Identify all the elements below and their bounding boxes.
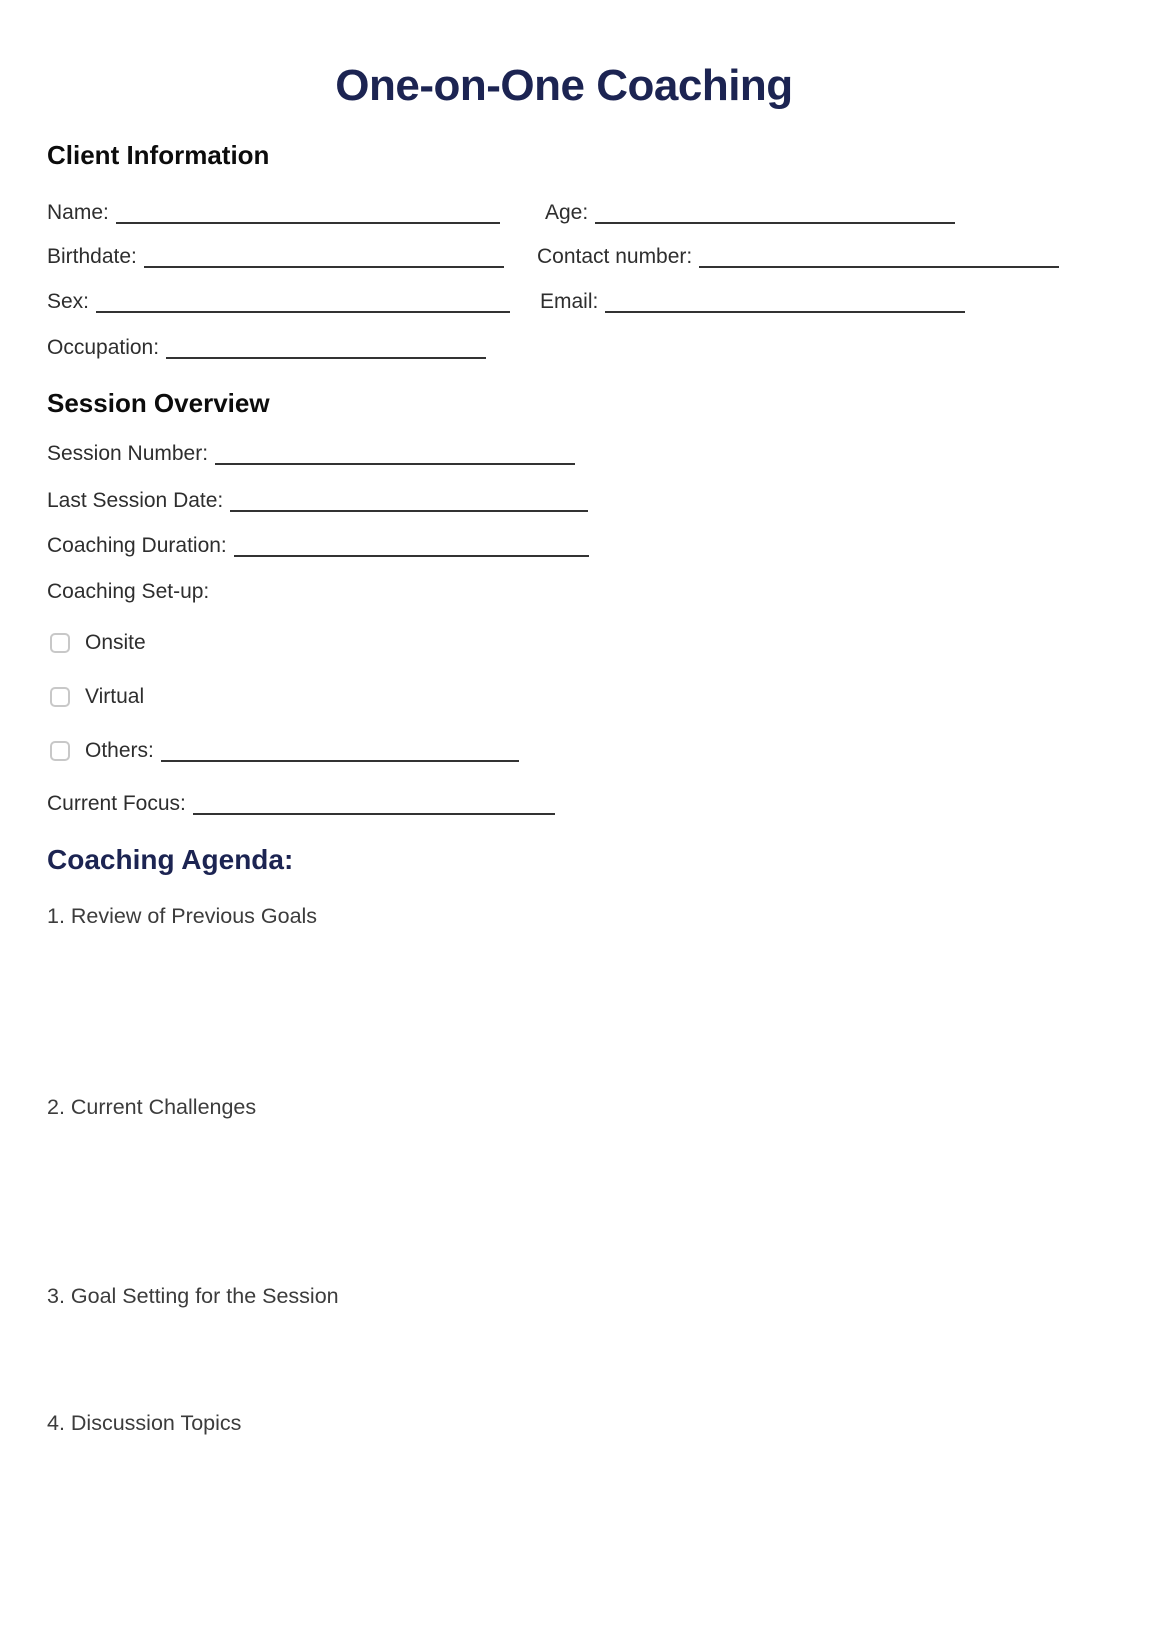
contact-number-label: Contact number: xyxy=(537,245,693,268)
name-label: Name: xyxy=(47,201,109,224)
session-overview-heading: Session Overview xyxy=(47,388,270,418)
onsite-label: Onsite xyxy=(85,631,146,654)
setup-option-others xyxy=(50,738,1136,764)
setup-option-onsite xyxy=(50,630,1136,656)
agenda-item-review-previous-goals: 1. Review of Previous Goals xyxy=(47,904,318,928)
session-number-label: Session Number: xyxy=(47,442,209,465)
client-information-heading: Client Information xyxy=(47,140,270,170)
others-blank-line[interactable] xyxy=(161,746,519,762)
virtual-checkbox[interactable] xyxy=(50,687,70,707)
birthdate-label: Birthdate: xyxy=(47,245,137,268)
coaching-duration-row xyxy=(47,533,1136,559)
last-session-date-label: Last Session Date: xyxy=(47,489,224,512)
agenda-item-goal-setting: 3. Goal Setting for the Session xyxy=(47,1284,339,1308)
contact-number-blank-line[interactable] xyxy=(699,252,1059,268)
coaching-duration-blank-line[interactable] xyxy=(234,541,589,557)
email-blank-line[interactable] xyxy=(605,297,965,313)
coaching-setup-row xyxy=(47,579,1136,605)
document-title: One-on-One Coaching xyxy=(335,61,793,110)
client-name-row xyxy=(47,200,1136,226)
coaching-duration-label: Coaching Duration: xyxy=(47,534,227,557)
setup-option-virtual xyxy=(50,684,1136,710)
age-blank-line[interactable] xyxy=(595,208,955,224)
last-session-date-blank-line[interactable] xyxy=(230,496,588,512)
coaching-setup-label: Coaching Set-up: xyxy=(47,580,210,603)
virtual-label: Virtual xyxy=(85,685,145,708)
agenda-item-current-challenges: 2. Current Challenges xyxy=(47,1095,257,1119)
others-label: Others: xyxy=(85,739,154,762)
coaching-agenda-heading: Coaching Agenda: xyxy=(47,844,294,875)
sex-blank-line[interactable] xyxy=(96,297,510,313)
name-blank-line[interactable] xyxy=(116,208,500,224)
onsite-checkbox[interactable] xyxy=(50,633,70,653)
birthdate-blank-line[interactable] xyxy=(144,252,504,268)
occupation-blank-line[interactable] xyxy=(166,343,486,359)
session-number-row xyxy=(47,441,1136,467)
current-focus-row xyxy=(47,791,1136,817)
current-focus-blank-line[interactable] xyxy=(193,799,555,815)
client-birthdate-row xyxy=(47,244,1136,270)
others-checkbox[interactable] xyxy=(50,741,70,761)
session-number-blank-line[interactable] xyxy=(215,449,575,465)
email-label: Email: xyxy=(540,290,599,313)
client-occupation-row xyxy=(47,335,1136,361)
current-focus-label: Current Focus: xyxy=(47,792,186,815)
agenda-item-discussion-topics: 4. Discussion Topics xyxy=(47,1411,242,1435)
sex-label: Sex: xyxy=(47,290,90,313)
client-sex-row xyxy=(47,289,1136,315)
last-session-date-row xyxy=(47,488,1136,514)
occupation-label: Occupation: xyxy=(47,336,160,359)
age-label: Age: xyxy=(545,201,589,224)
